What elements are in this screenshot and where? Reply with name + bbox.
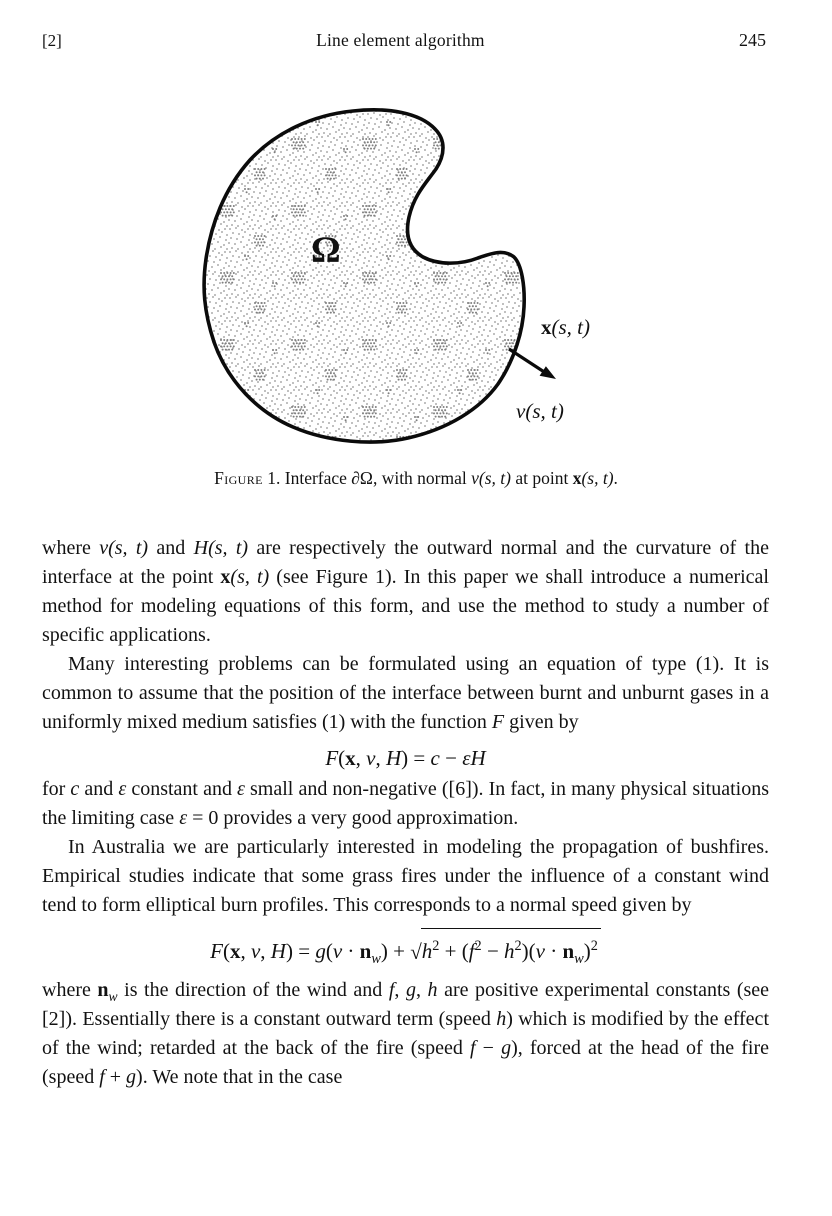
normal-vector-arrow [509, 349, 556, 379]
page-header [42, 30, 766, 51]
interface-boundary [204, 110, 524, 442]
page-number: 245 [738, 30, 766, 50]
paragraph-where-normal-curvature: where ν(s, t) and H(s, t) are respectively the outward normal and the curvature of the interface at the point x(s, t) (see Figure 1). In this paper we shall introduce a numerical method for modeling equations of this form, and use the method to study a number of specific applications. [42, 537, 769, 646]
paragraph-wind-constants: where $n_w$ is the direction of the wind and f, g, h are positive experimental constants (see [2]). Essentially there is a constant outward term (speed h) which is modified by the effect of the wind; retarded at the back of the fire (speed f − g), forced at the head of the fire (speed f + g). We note that in the case [42, 979, 770, 1088]
boundary-point-label: x(s, t) [541, 315, 590, 339]
normal-label: ν(s, t) [516, 399, 564, 423]
running-title: Line element algorithm [316, 30, 485, 50]
figure-interface-diagram [188, 100, 603, 455]
figure-caption: Figure 1. Interface ∂Ω, with normal ν(s, t) at point x(s, t). [214, 468, 618, 488]
paragraph-australia-bushfires: In Australia we are particularly interested in modeling the propagation of bushfires. Empirical studies indicate that some grass fires under the influence of a constant wind tend to form elliptical burn profiles. This corresponds to a normal speed given by [42, 836, 769, 916]
header-bracket-ref: [2] [42, 31, 62, 50]
paragraph-epsilon-limit: for c and ε constant and ε small and non-negative ([6]). In fact, in many physical situations the limiting case ε = 0 provides a very good approximation. [42, 778, 769, 829]
body-text [42, 534, 769, 1092]
equation-elliptical-speed: F(x, ν, $H) = g(\nu \cdot n_w) + √h^2 + (f^2 - h^2)(\nu \cdot n_w)^2$ [42, 928, 769, 972]
equation-flame-speed: F(x, ν, H) = c − εH [325, 746, 486, 770]
region-omega-label: Ω [311, 230, 341, 271]
paragraph-many-problems: Many interesting problems can be formulated using an equation of type (1). It is common to assume that the position of the interface between burnt and unburnt gases in a uniformly mixed medium satisfies (1) with the function F given by [42, 653, 769, 733]
